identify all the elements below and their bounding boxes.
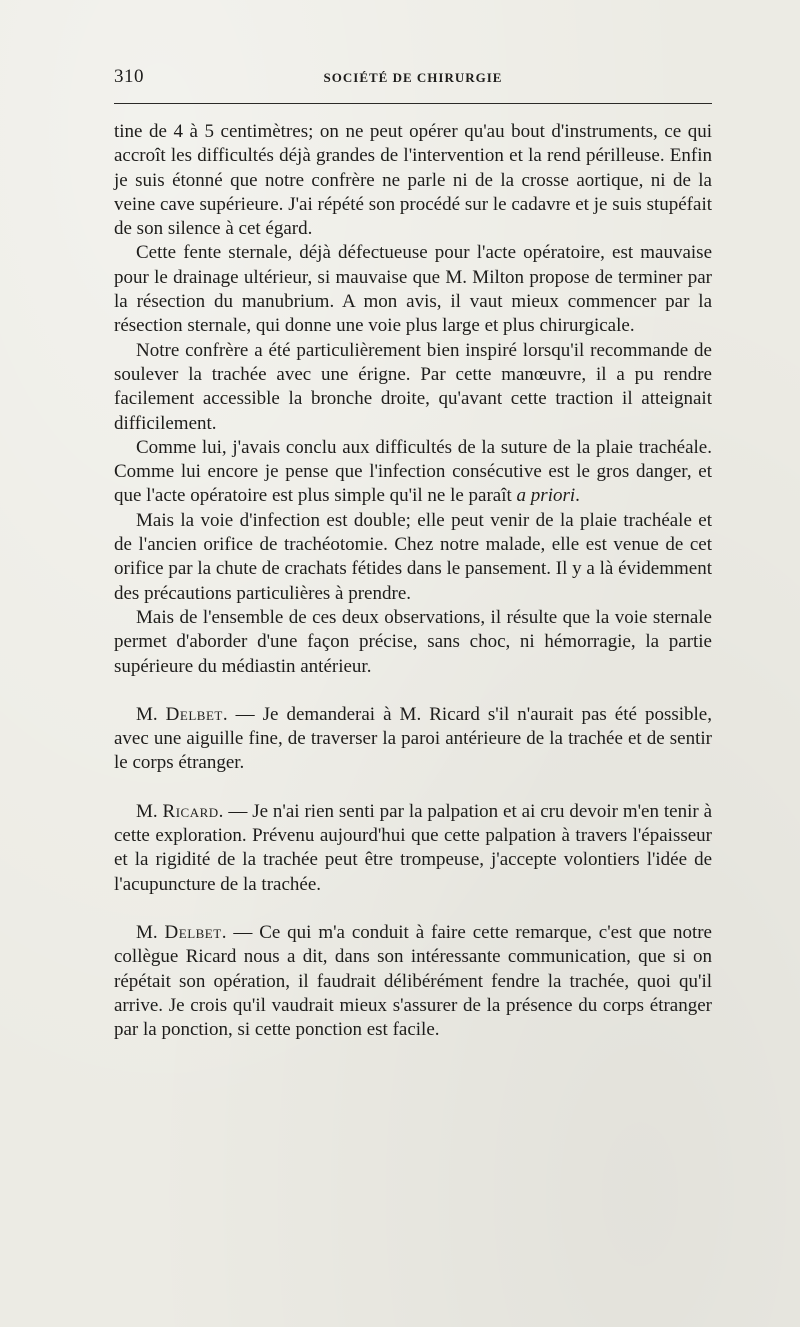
paragraph-text: Comme lui, j'avais conclu aux difficultés de la suture de la plaie trachéale. Comme lui encore je pense que l'infection consécutive est le gros danger, et que l'acte opératoire est plus simple qu'il ne le paraît [114, 436, 712, 507]
paragraph [114, 436, 712, 509]
paragraph-text-end: . [575, 485, 580, 507]
paragraph: Notre confrère a été particulièrement bien inspiré lorsqu'il recommande de soulever la trachée avec une érigne. Par cette manœuvre, il a pu rendre facilement accessible la bronche droite, qu'avant cette traction il atteignait difficilement. [114, 339, 712, 434]
speaker-prefix: M. [136, 703, 166, 725]
speech-paragraph [114, 800, 712, 897]
italic-phrase: a priori [516, 485, 576, 507]
page-number: 310 [114, 66, 144, 87]
page-header [114, 66, 712, 92]
speaker-name: Delbet [165, 703, 223, 725]
header-rule [114, 103, 712, 104]
speech-text: . — Ce qui m'a conduit à faire cette remarque, c'est que notre collègue Ricard nous a dit, dans son intéressante communication, que si on répétait son opération, il faudrait délibérément fendre la trachée, quoi qu'il arrive. Je crois qu'il vaudrait mieux s'assurer de la présence du corps étranger par la ponction, si cette ponction est facile. [114, 921, 712, 1041]
speech-text: . — Je n'ai rien senti par la palpation et ai cru devoir m'en tenir à cette exploration. Prévenu aujourd'hui que cette palpation à travers l'épaisseur et la rigidité de la trachée peut être trompeuse, j'accepte volontiers l'idée de l'acupuncture de la trachée. [114, 800, 712, 895]
paragraph: Mais la voie d'infection est double; elle peut venir de la plaie trachéale et de l'ancien orifice de trachéotomie. Chez notre malade, elle est venue de cet orifice par la chute de crachats fétides dans le pansement. Il y a là évidemment des précautions particulières à prendre. [114, 509, 712, 604]
paragraph: tine de 4 à 5 centimètres; on ne peut opérer qu'au bout d'instruments, ce qui accroît les difficultés déjà grandes de l'intervention et la rend périlleuse. Enfin je suis étonné que notre confrère ne parle ni de la crosse aortique, ni de la veine cave supérieure. J'ai répété son procédé sur le cadavre et je suis stupéfait de son silence à cet égard. [114, 121, 712, 240]
speech-paragraph [114, 703, 712, 776]
speaker-name: Ricard [162, 800, 219, 822]
paragraph: Cette fente sternale, déjà défectueuse pour l'acte opératoire, est mauvaise pour le drainage ultérieur, si mauvaise que M. Milton propose de terminer par la résection du manubrium. A mon avis, il vaut mieux commencer par la résection sternale, qui donne une voie plus large et plus chirurgicale. [114, 242, 712, 337]
speech-paragraph [114, 921, 712, 1042]
speaker-name: Delbet [164, 921, 222, 943]
running-head: SOCIÉTÉ DE CHIRURGIE [323, 70, 503, 85]
paragraph: Mais de l'ensemble de ces deux observations, il résulte que la voie sternale permet d'aborder d'une façon précise, sans choc, ni hémorragie, la partie supérieure du médiastin antérieur. [114, 606, 712, 677]
speech-text: . — Je demanderai à M. Ricard s'il n'aurait pas été possible, avec une aiguille fine, de traverser la paroi antérieure de la trachée et de sentir le corps étranger. [114, 703, 712, 774]
speaker-prefix: M. [136, 921, 165, 943]
body-text [114, 120, 712, 1042]
speaker-prefix: M. [136, 800, 163, 822]
